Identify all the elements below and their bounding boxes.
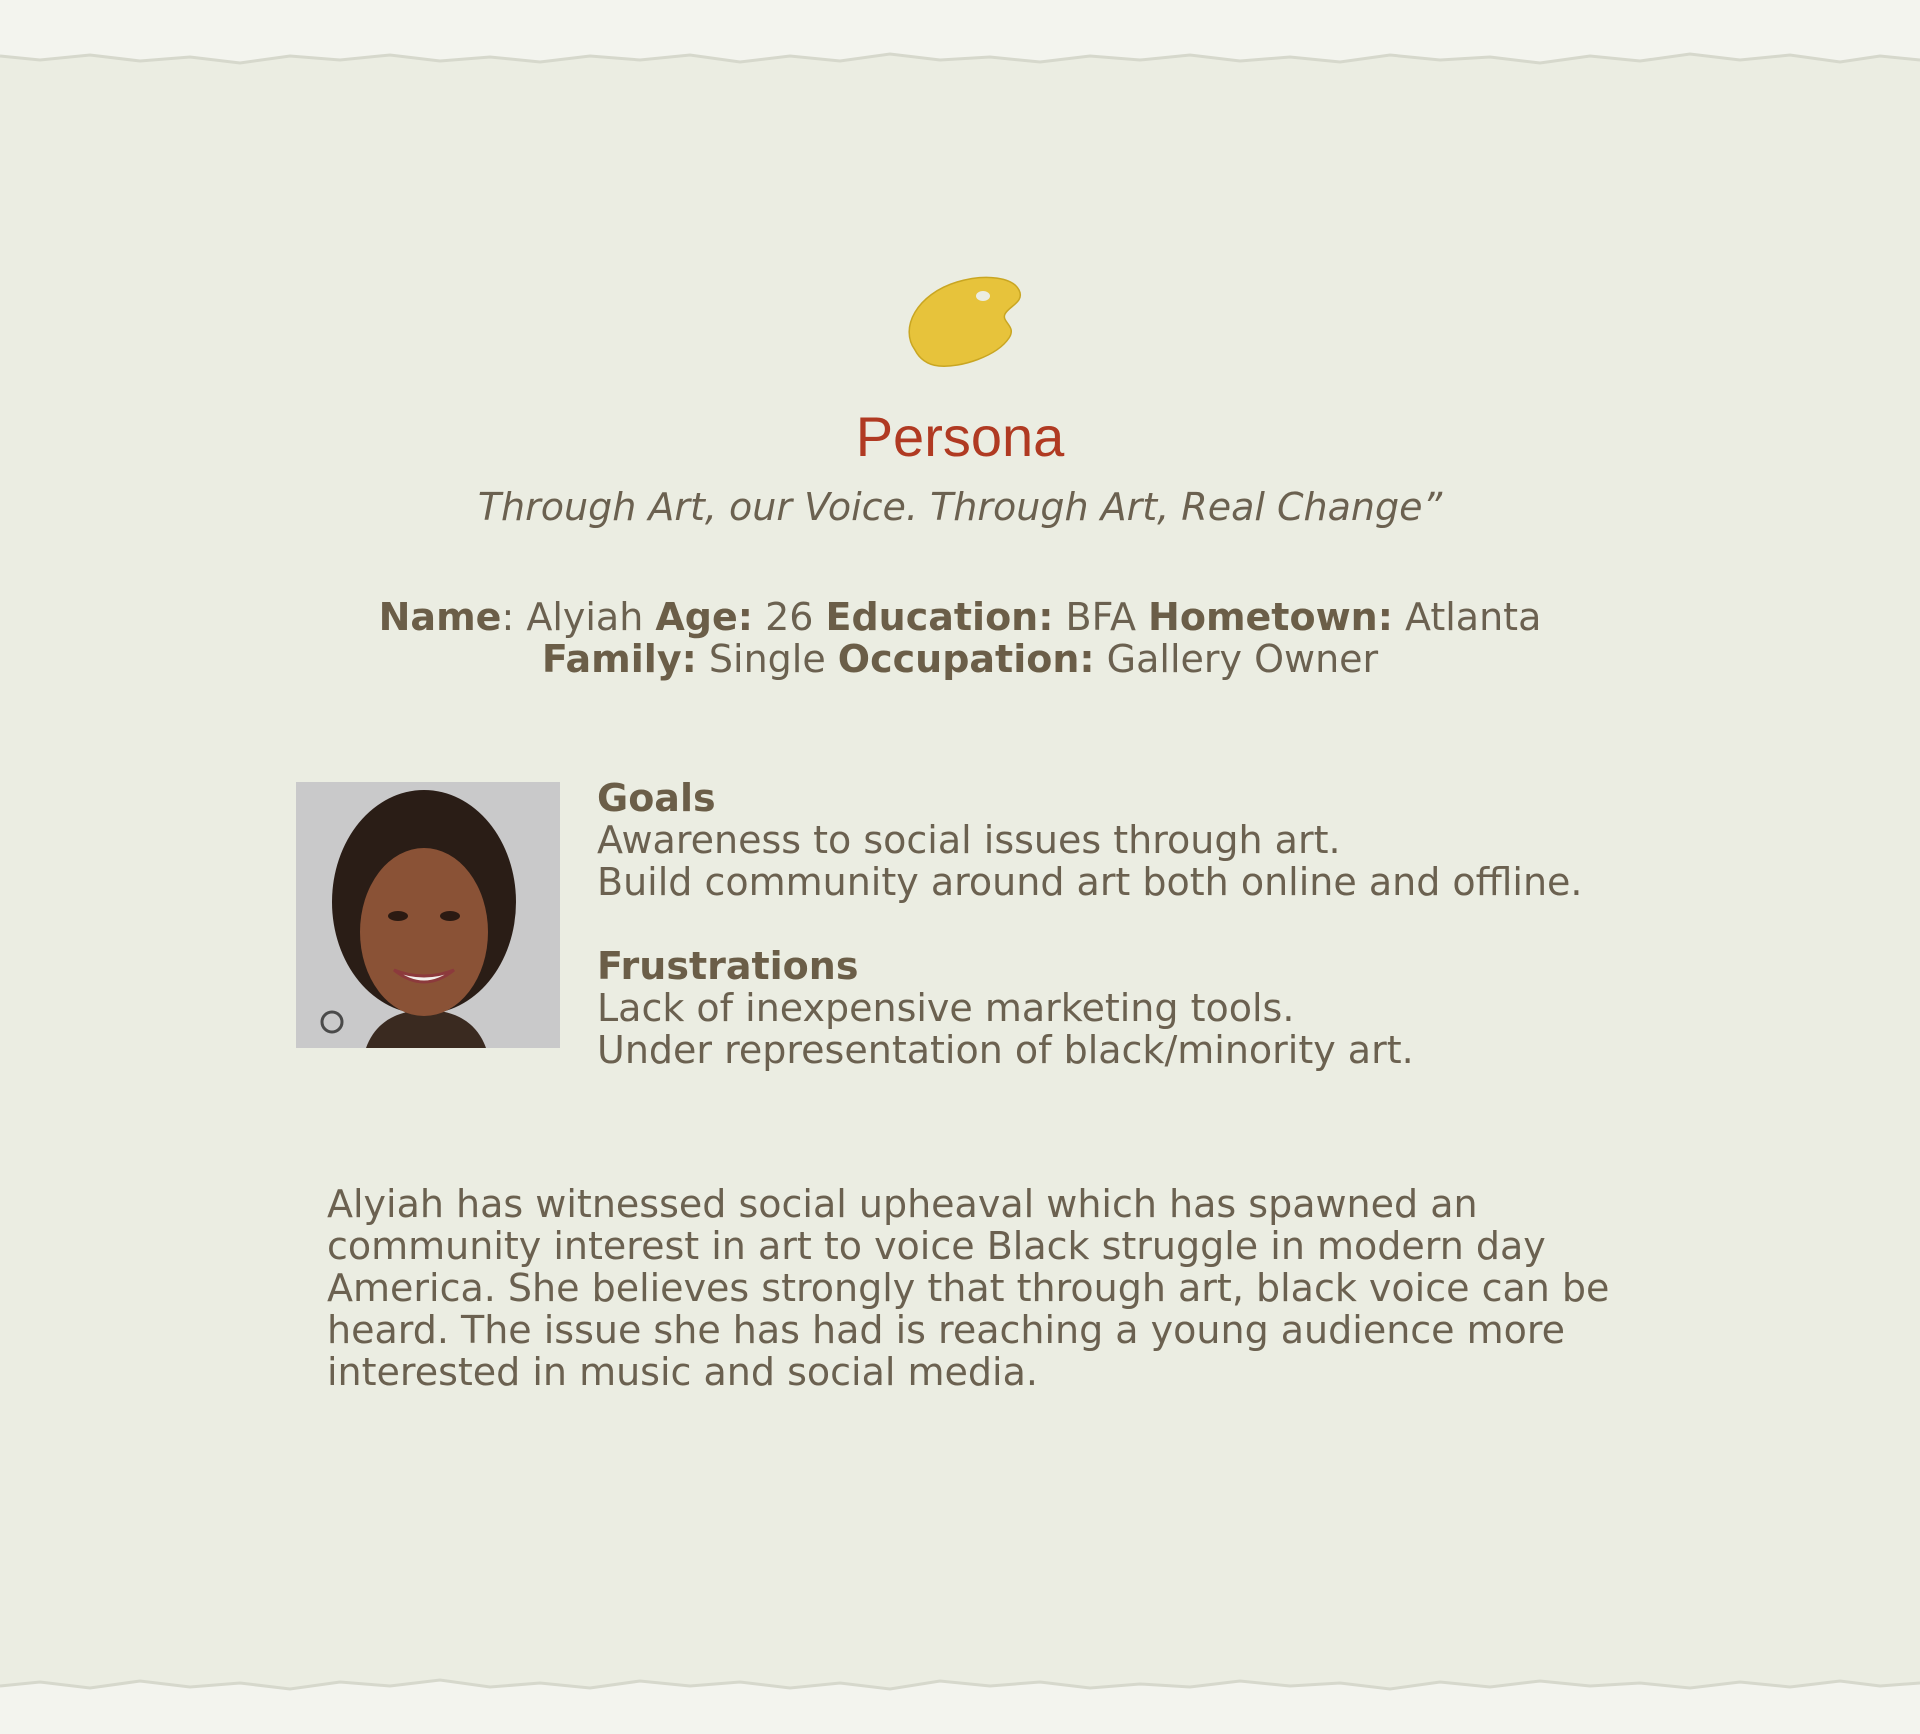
goal-item: Build community around art both online and offline.	[597, 860, 1583, 904]
frustrations-section	[597, 945, 1414, 1071]
page-title: Persona	[855, 405, 1065, 468]
hometown-value: Atlanta	[1392, 595, 1542, 639]
torn-paper-bottom-edge	[0, 1672, 1920, 1734]
name-value: : Alyiah	[501, 595, 656, 639]
persona-bio	[327, 1183, 1687, 1393]
family-label: Family:	[541, 637, 697, 681]
frustration-item: Lack of inexpensive marketing tools.	[597, 986, 1295, 1030]
education-value: BFA	[1053, 595, 1149, 639]
hometown-label: Hometown:	[1148, 595, 1393, 639]
bio-line: interested in music and social media.	[327, 1350, 1038, 1394]
photo-left-eye	[388, 911, 408, 921]
persona-facts	[0, 596, 1920, 680]
palette-thumb-hole	[976, 291, 990, 301]
photo-face	[360, 848, 488, 1016]
age-value: 26	[752, 595, 826, 639]
frustrations-heading: Frustrations	[597, 944, 859, 988]
facts-row-2	[0, 638, 1920, 680]
palette-shape	[909, 277, 1020, 366]
bio-line: Alyiah has witnessed social upheaval which has spawned an	[327, 1182, 1478, 1226]
education-label: Education:	[825, 595, 1054, 639]
bio-line: heard. The issue she has had is reaching a young audience more	[327, 1308, 1566, 1352]
persona-photo	[296, 782, 560, 1048]
age-label: Age:	[655, 595, 753, 639]
photo-right-eye	[440, 911, 460, 921]
occupation-label: Occupation:	[837, 637, 1095, 681]
occupation-value: Gallery Owner	[1094, 637, 1379, 681]
torn-paper-top-edge	[0, 0, 1920, 80]
facts-row-1	[0, 596, 1920, 638]
bio-line: America. She believes strongly that through art, black voice can be	[327, 1266, 1610, 1310]
persona-tagline: Through Art, our Voice. Through Art, Real Change”	[477, 485, 1443, 529]
family-value: Single	[696, 637, 838, 681]
artist-palette-icon	[905, 272, 1025, 370]
frustration-item: Under representation of black/minority art.	[597, 1028, 1414, 1072]
bio-line: community interest in art to voice Black struggle in modern day	[327, 1224, 1546, 1268]
goals-heading: Goals	[597, 776, 716, 820]
goal-item: Awareness to social issues through art.	[597, 818, 1341, 862]
name-label: Name	[378, 595, 502, 639]
goals-section	[597, 777, 1583, 903]
